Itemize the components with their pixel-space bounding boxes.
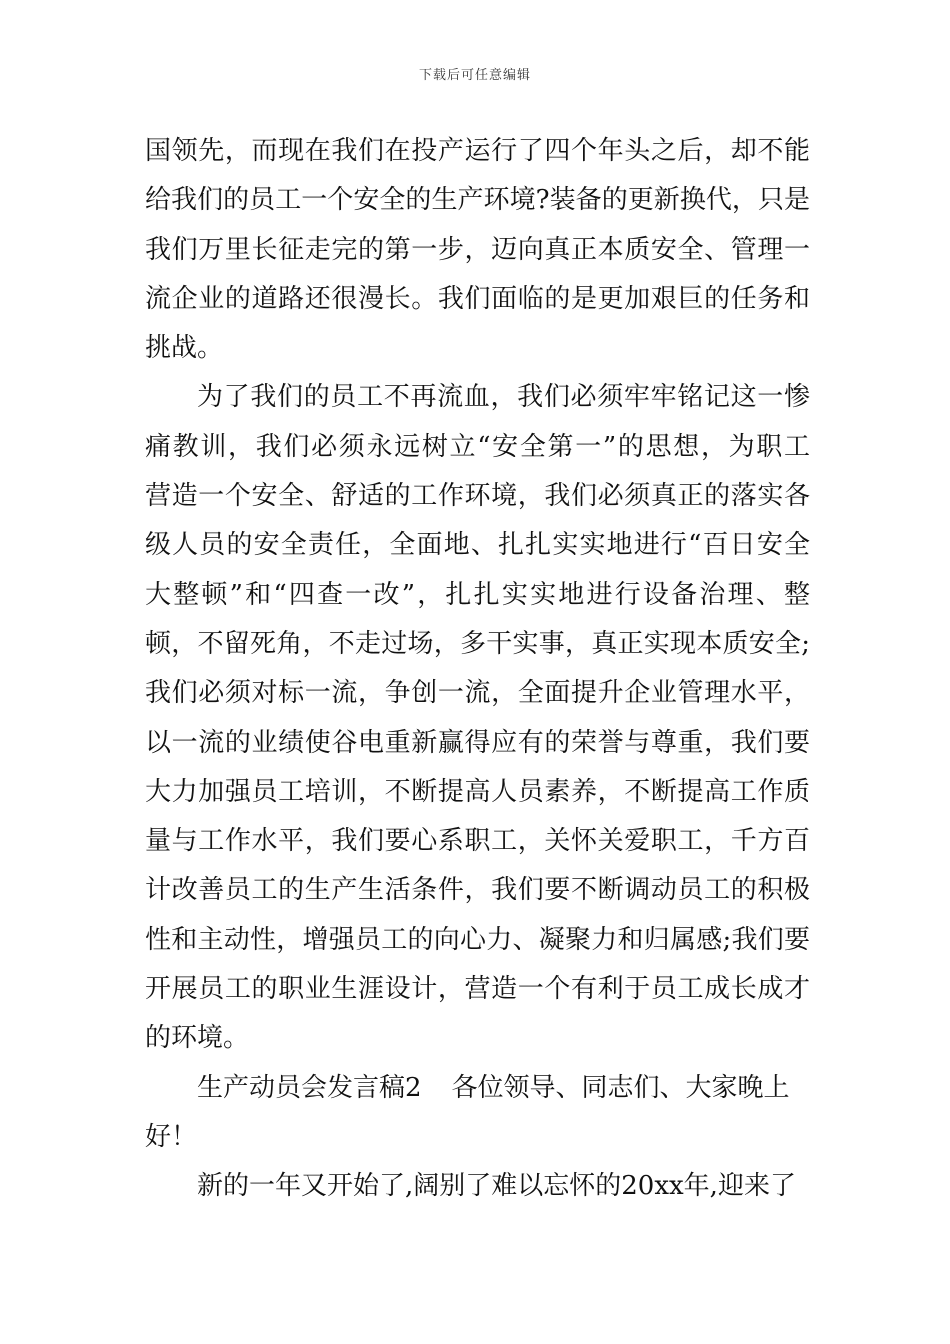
text-line: 为了我们的员工不再流血，我们必须牢牢铭记这一惨 (197, 382, 810, 413)
closing-line: 新的一年又开始了,阔别了难以忘怀的20xx年,迎来了 (197, 1171, 796, 1202)
speech-greeting: 各位领导、同志们、大家晚上 (451, 1072, 790, 1103)
speech-title: 生产动员会发言稿2 (197, 1072, 422, 1103)
page-header: 下载后可任意编辑 (418, 68, 531, 83)
text-line: 给我们的员工一个安全的生产环境?装备的更新换代，只是 (145, 185, 810, 216)
paragraph-lines (145, 127, 810, 1064)
text-line: 性和主动性，增强员工的向心力、凝聚力和归属感;我们要 (145, 924, 810, 955)
text-line: 开展员工的职业生涯设计，营造一个有利于员工成长成才 (145, 974, 810, 1005)
text-line: 量与工作水平，我们要心系职工，关怀关爱职工，千方百 (145, 826, 810, 857)
greeting-end-line: 好！ (145, 1121, 198, 1152)
text-line: 计改善员工的生产生活条件，我们要不断调动员工的积极 (145, 875, 810, 906)
text-line: 营造一个安全、舒适的工作环境，我们必须真正的落实各 (145, 481, 810, 512)
text-line: 痛教训，我们必须永远树立“安全第一”的思想，为职工 (145, 431, 810, 462)
text-line: 我们必须对标一流，争创一流，全面提升企业管理水平， (145, 678, 810, 709)
body-text (145, 127, 810, 1212)
text-line: 级人员的安全责任，全面地、扎扎实实地进行“百日安全 (145, 530, 810, 561)
text-line: 以一流的业绩使谷电重新赢得应有的荣誉与尊重，我们要 (145, 727, 810, 758)
text-line: 我们万里长征走完的第一步，迈向真正本质安全、管理一 (145, 234, 810, 265)
text-line: 的环境。 (145, 1023, 250, 1054)
text-line: 国领先，而现在我们在投产运行了四个年头之后，却不能 (145, 136, 810, 166)
text-line: 流企业的道路还很漫长。我们面临的是更加艰巨的任务和 (145, 283, 810, 314)
text-line: 大力加强员工培训，不断提高人员素养，不断提高工作质 (145, 776, 810, 807)
text-line: 顿，不留死角，不走过场，多干实事，真正实现本质安全; (145, 628, 810, 659)
text-line: 大整顿”和“四查一改”，扎扎实实地进行设备治理、整 (145, 579, 810, 610)
text-line: 挑战。 (145, 333, 224, 364)
speech-heading-line (145, 1064, 810, 1113)
